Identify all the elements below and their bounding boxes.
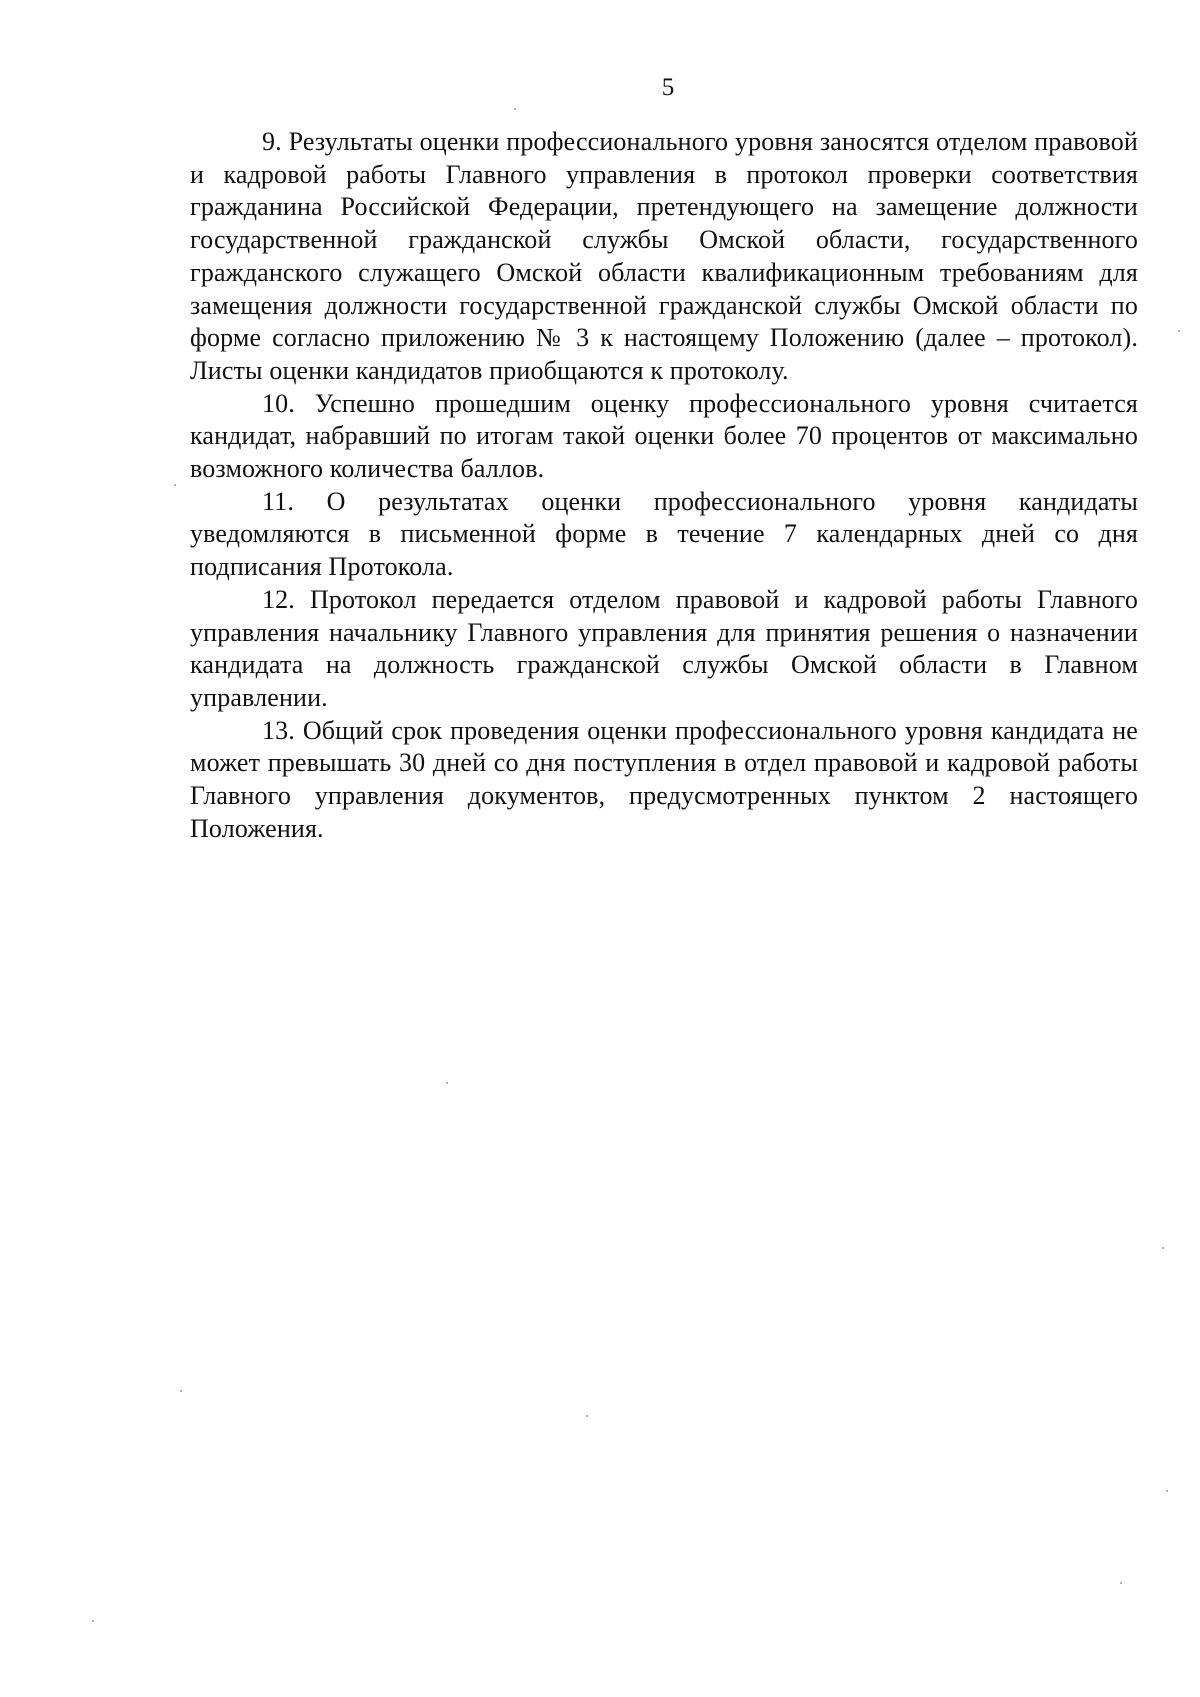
scan-speck (586, 1415, 588, 1417)
scan-speck (1166, 1490, 1168, 1492)
paragraph-10: 10. Успешно прошедшим оценку профессионального уровня считается кандидат, набравший по итогам такой оценки более 70 процентов от максимально возможного количества баллов. (190, 388, 1138, 484)
scan-speck (446, 1082, 448, 1084)
scan-speck (514, 108, 516, 110)
paragraph-9: 9. Результаты оценки профессионального уровня заносятся отделом правовой и кадровой работы Главного управления в протокол проверки соответствия гражданина Российской Федерации, претендующего на замещение должности государственной гражданской службы Омской области, государственного гражданского служащего Омской области квалификационным требованиям для замещения должности государственной гражданской службы Омской области по форме согласно приложению № 3 к настоящему Положению (далее – протокол). Листы оценки кандидатов приобщаются к протоколу. (190, 127, 1138, 385)
paragraph-12: 12. Протокол передается отделом правовой и кадровой работы Главного управления начальнику Главного управления для принятия решения о назначении кандидата на должность гражданской службы Омской области в Главном управлении. (190, 584, 1138, 712)
scan-speck (174, 484, 176, 486)
scan-speck (1178, 330, 1180, 332)
scan-speck (180, 1390, 182, 1392)
scan-speck (1162, 1247, 1164, 1249)
scan-speck (92, 1620, 94, 1622)
paragraph-11: 11. О результатах оценки профессионального уровня кандидаты уведомляются в письменной форме в течение 7 календарных дней со дня подписания Протокола. (190, 486, 1138, 582)
document-body (190, 126, 1138, 845)
page-number: 5 (661, 74, 675, 101)
scan-speck (1120, 1582, 1122, 1584)
paragraph-13: 13. Общий срок проведения оценки профессионального уровня кандидата не может превышать 30 дней со дня поступления в отдел правовой и кадровой работы Главного управления документов, предусмотренных пунктом 2 настоящего Положения. (190, 715, 1138, 843)
